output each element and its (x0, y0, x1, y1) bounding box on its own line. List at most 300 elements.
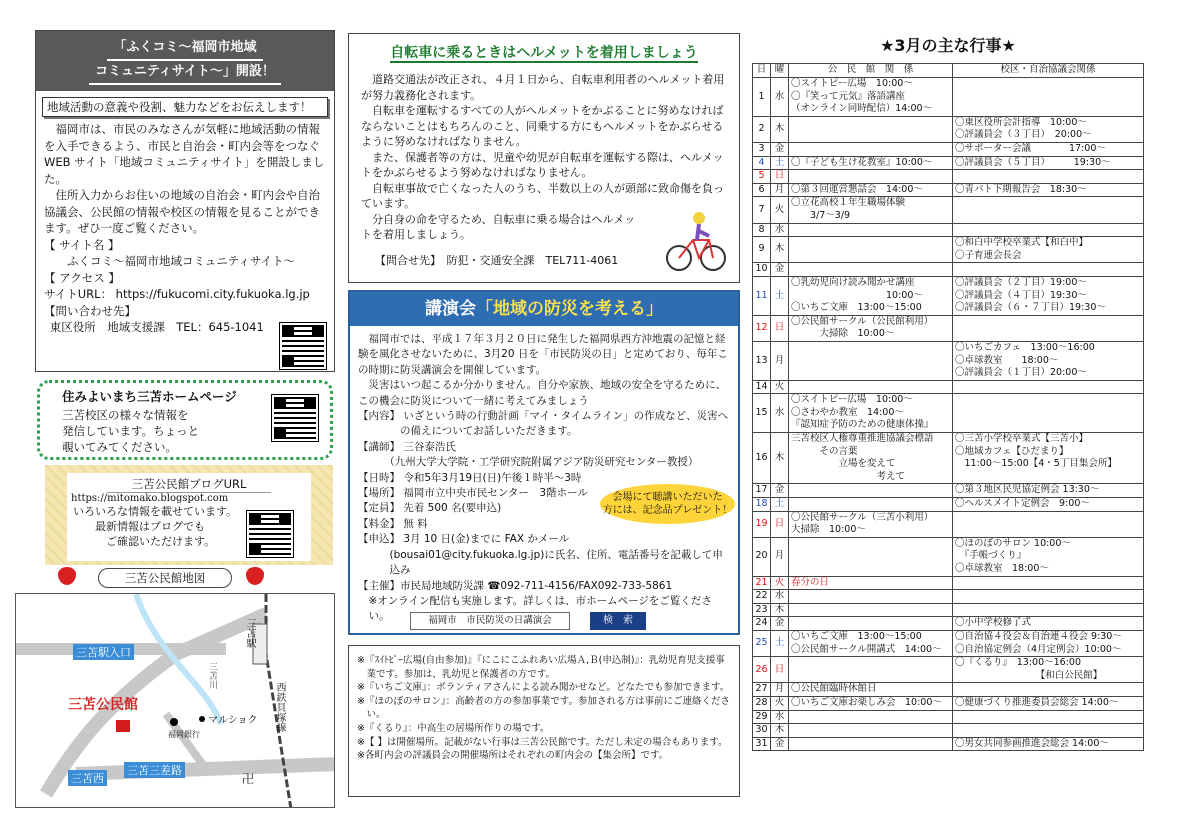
schedule-district-events (953, 341, 1144, 380)
schedule-district-events (953, 590, 1144, 604)
schedule-row (753, 631, 1144, 657)
schedule-weekday: 日 (771, 170, 789, 184)
schedule-district-events (953, 697, 1144, 711)
schedule-weekday: 水 (771, 710, 789, 724)
schedule-event: 〇いちご文庫お楽しみ会 10:00～ (791, 697, 942, 708)
contact-info: 東区役所 地域支援課 TEL：645-1041 (49, 320, 264, 334)
schedule-event: 〇評議員会（６・７丁目）19:30～ (955, 302, 1106, 314)
schedule-row (753, 237, 1144, 263)
schedule-row (753, 724, 1144, 738)
lecture-lecturer: 【講師】 三谷泰浩氏 (358, 440, 456, 453)
schedule-hall-events (789, 183, 953, 197)
schedule-hall-events (789, 197, 953, 223)
homepage-line-2: 発信しています。ちょっと (62, 424, 200, 438)
schedule-district-events (953, 498, 1144, 512)
schedule-row (753, 263, 1144, 277)
schedule-row (753, 380, 1144, 394)
notes-list (349, 646, 739, 763)
schedule-row (753, 511, 1144, 537)
schedule-hall-events (789, 631, 953, 657)
schedule-district-events (953, 710, 1144, 724)
schedule-event: 〇『くるり』 13:00～16:00 (955, 657, 1082, 669)
schedule-district-events (953, 617, 1144, 631)
blog-qr-code-icon (247, 511, 293, 557)
schedule-district-events (953, 394, 1144, 433)
schedule-day: 16 (753, 433, 771, 484)
schedule-row (753, 156, 1144, 170)
schedule-event: 〇子育連会長会 (955, 249, 1022, 261)
col-header-day: 日 (753, 64, 771, 78)
schedule-row (753, 537, 1144, 576)
schedule-row (753, 223, 1144, 237)
fukucomi-title-line1: 「ふくコミ～福岡市地域 (107, 37, 262, 61)
lecture-header (350, 292, 738, 326)
note-item: ※各町内会の評議員会の開催場所はそれぞれの町内会の【集会所】です。 (357, 750, 669, 762)
bicycle-rider-icon (665, 210, 727, 274)
schedule-day: 9 (753, 237, 771, 263)
schedule-weekday: 金 (771, 617, 789, 631)
schedule-weekday: 月 (771, 183, 789, 197)
schedule-weekday: 日 (771, 657, 789, 683)
schedule-hall-events (789, 617, 953, 631)
gift-bubble-line-2: 方には、記念品プレゼント！ (602, 505, 733, 516)
schedule-day: 4 (753, 156, 771, 170)
schedule-weekday: 月 (771, 537, 789, 576)
map-label-station: 三苫駅 (244, 618, 255, 648)
schedule-hall-events (789, 603, 953, 617)
schedule-weekday: 金 (771, 142, 789, 156)
schedule-event: 〇公民館サークル（公民館利用） (791, 315, 934, 327)
schedule-event: 大掃除 10:00～ (791, 524, 866, 536)
map-label-river: 三苫川 (207, 662, 217, 689)
lecture-fee: 【料金】 無 料 (358, 517, 428, 530)
schedule-event: 〇第３回運営懇話会 14:00～ (791, 183, 923, 195)
schedule-hall-events (789, 683, 953, 697)
schedule-hall-events (789, 170, 953, 184)
schedule-weekday: 金 (771, 484, 789, 498)
fukucomi-paragraph-2: 住所入力からお住いの地域の自治会・町内会や自治協議会、公民館の情報や校区の情報を見ることができます。ぜひ一度ご覧ください。 (44, 188, 320, 235)
schedule-hall-events (789, 116, 953, 142)
schedule-district-events (953, 237, 1144, 263)
schedule-day: 1 (753, 78, 771, 117)
helmet-paragraph-1: 道路交通法が改正され、４月１日から、自転車利用者のヘルメット着用が努力義務化されます。 (361, 73, 725, 102)
schedule-weekday: 火 (771, 380, 789, 394)
schedule-event: 考えて (791, 470, 906, 482)
site-name: ふくコミ～福岡市地域コミュニティサイト～ (67, 254, 296, 268)
schedule-hall-events (789, 156, 953, 170)
schedule-district-events (953, 576, 1144, 590)
schedule-header-row (753, 64, 1144, 78)
schedule-day: 3 (753, 142, 771, 156)
lecture-apply: 【申込】 3月 10 日(金)までに FAX かメール (358, 533, 570, 546)
lecture-title-main: 「地域の防災を考える」 (476, 299, 663, 319)
schedule-day: 12 (753, 315, 771, 341)
homepage-qr-code-icon (272, 395, 318, 441)
helmet-title-wrap (349, 42, 739, 62)
search-input[interactable]: 福岡市 市民防災の日講演会 (410, 612, 570, 630)
schedule-row (753, 617, 1144, 631)
schedule-district-events (953, 603, 1144, 617)
homepage-line-3: 覗いてみてください。 (62, 440, 177, 454)
schedule-weekday: 火 (771, 697, 789, 711)
schedule-day: 18 (753, 498, 771, 512)
schedule-hall-events (789, 511, 953, 537)
note-item: ※『ｽｲﾄﾋﾟｰ広場(自由参加)』『にこにこふれあい広場Ａ,Ｂ(申込制)』：乳幼児育児支援事業です。参加は、乳幼児と保護者の方です。 (357, 655, 725, 680)
col-header-district: 校区・自治協議会関係 (953, 64, 1144, 78)
site-url-link[interactable]: サイトURL： https://fukucomi.city.fukuoka.lg.jp (44, 287, 310, 301)
schedule-hall-events (789, 394, 953, 433)
schedule-row (753, 710, 1144, 724)
schedule-day: 5 (753, 170, 771, 184)
fukucomi-qr-code-icon (280, 323, 326, 369)
schedule-district-events (953, 537, 1144, 576)
schedule-event: 〇男女共同参画推進会総会 14:00～ (955, 737, 1109, 749)
schedule-event: 〇立花高校１年生職場体験 (791, 197, 906, 209)
schedule-weekday: 火 (771, 576, 789, 590)
schedule-table (752, 63, 1144, 751)
schedule-row (753, 697, 1144, 711)
schedule-row (753, 341, 1144, 380)
schedule-event: 〇評議員会（５丁目） 19:30～ (955, 156, 1111, 168)
schedule-district-events (953, 511, 1144, 537)
site-name-heading: 【 サイト名 】 (44, 237, 120, 252)
schedule-district-events (953, 737, 1144, 751)
hall-map (15, 593, 335, 808)
schedule-row (753, 276, 1144, 315)
schedule-district-events (953, 142, 1144, 156)
map-label-west: 三苫西 (68, 770, 107, 786)
schedule-event: 〇公民館サークル開講式 14:00～ (791, 643, 942, 655)
strawberry-icon (246, 567, 264, 585)
blog-title: 三苫公民館ブログURL (107, 476, 271, 493)
schedule-hall-events (789, 276, 953, 315)
helmet-paragraph-4: 自転車事故で亡くなった人のうち、半数以上の人が頭部に致命傷を負っています。 (361, 181, 724, 210)
notes-panel (348, 645, 740, 797)
map-label-station-entrance: 三苫駅入口 (73, 644, 134, 660)
lecture-sponsor: 【主催】市民局地域防災課 ☎092-711-4156/FAX092-733-5861 (358, 579, 673, 592)
schedule-district-events (953, 276, 1144, 315)
blog-url[interactable]: https://mitomako.blogspot.com (71, 493, 229, 504)
schedule-day: 20 (753, 537, 771, 576)
schedule-weekday: 月 (771, 341, 789, 380)
schedule-weekday: 木 (771, 433, 789, 484)
schedule-day: 28 (753, 697, 771, 711)
schedule-row (753, 315, 1144, 341)
note-item: ※『ほのぼのサロン』：高齢者の方の参加事業です。参加される方は事前にご連絡ください。 (357, 695, 730, 721)
schedule-day: 13 (753, 341, 771, 380)
schedule-district-events (953, 484, 1144, 498)
schedule-district-events (953, 156, 1144, 170)
schedule-row (753, 590, 1144, 604)
schedule-weekday: 水 (771, 590, 789, 604)
schedule-day: 21 (753, 576, 771, 590)
schedule-event: 〇評議員会（４丁目）19:30～ (955, 289, 1087, 301)
schedule-event: 〇評議員会（３丁目） 20:00～ (955, 129, 1092, 141)
schedule-event: 『認知症予防のための健康体操』 (791, 419, 934, 431)
schedule-event: 『手帳づくり』 (955, 550, 1027, 562)
schedule-weekday: 日 (771, 315, 789, 341)
fukucomi-title-line2: コミュニティサイト～」開設！ (89, 61, 281, 85)
schedule-day: 31 (753, 737, 771, 751)
homepage-title: 住みよいまち三苫ホームページ (62, 389, 237, 404)
schedule-district-events (953, 170, 1144, 184)
schedule-row (753, 484, 1144, 498)
schedule-district-events (953, 433, 1144, 484)
blog-line-1: いろいろな情報を載せています。 (73, 505, 238, 518)
schedule-hall-events (789, 433, 953, 484)
schedule-district-events (953, 724, 1144, 738)
schedule-weekday: 火 (771, 197, 789, 223)
schedule-day: 14 (753, 380, 771, 394)
schedule-weekday: 土 (771, 276, 789, 315)
schedule-event: 三苫校区人権尊重推進協議会標語 (791, 433, 934, 445)
gift-bubble (600, 484, 735, 524)
schedule-event: 〇卓球教室 18:00～ (955, 563, 1049, 575)
map-label-marushoku: マルショク (208, 715, 258, 726)
schedule-hall-events (789, 537, 953, 576)
schedule-day: 6 (753, 183, 771, 197)
schedule-event: 〇東区役所会計指導 10:00～ (955, 116, 1087, 128)
schedule-title: ★3月の主な行事★ (880, 36, 1016, 55)
schedule-day: 8 (753, 223, 771, 237)
lecture-content: 【内容】 いざという時の行動計画「マイ・タイムライン」の作成など、災害への備えについてお話しいただきます。 (358, 410, 729, 438)
contact-heading: 【問い合わせ先】 (44, 303, 136, 318)
schedule-event: 11:00～15:00【4・5丁目集会所】 (955, 458, 1117, 470)
schedule-hall-events (789, 263, 953, 277)
schedule-hall-events (789, 223, 953, 237)
schedule-event: 〇『笑って元気』落語講座 (791, 90, 906, 102)
fukucomi-body (36, 121, 334, 336)
homepage-line-1: 三苫校区の様々な情報を (62, 408, 189, 422)
schedule-weekday: 木 (771, 116, 789, 142)
note-item: ※『いちご文庫』：ボランティアさんによる読み聞かせなど。どなたでも参加できます。 (357, 682, 730, 694)
schedule-row (753, 142, 1144, 156)
schedule-event: 10:00～ (791, 289, 923, 301)
schedule-hall-events (789, 576, 953, 590)
lecture-apply-detail: (bousai01@city.fukuoka.lg.jp)に氏名、住所、電話番号を記載して申込み (389, 548, 723, 577)
schedule-district-events (953, 263, 1144, 277)
schedule-weekday: 金 (771, 737, 789, 751)
schedule-hall-events (789, 380, 953, 394)
schedule-row (753, 433, 1144, 484)
schedule-event: 〇スイトピー広場 10:00～ (791, 78, 913, 89)
schedule-hall-events (789, 710, 953, 724)
schedule-event: 〇青パト下期報告会 18:30～ (955, 183, 1087, 195)
map-label-bank: 福岡銀行 (168, 730, 200, 739)
schedule-hall-events (789, 657, 953, 683)
schedule-event: 大掃除 10:00～ (791, 328, 895, 340)
schedule-row (753, 183, 1144, 197)
gift-bubble-line-1: 会場にて聴講いただいた (612, 492, 723, 503)
map-label-hall: 三苫公民館 (68, 697, 138, 713)
schedule-day: 26 (753, 657, 771, 683)
schedule-hall-events (789, 498, 953, 512)
blog-panel (45, 465, 333, 565)
schedule-event: 〇サポーター会議 17:00～ (955, 142, 1106, 154)
schedule-row (753, 116, 1144, 142)
schedule-event: その言葉 (791, 445, 858, 457)
map-label-railway: 西鉄貝塚線 (274, 682, 285, 732)
lecture-paragraph-1: 福岡市では、平成１７年３月２０日に発生した福岡県西方沖地震の記憶と経験を風化させないために、3月20 日を「市民防災の日」と定めており、毎年この時期に防災講演会を開催しています。 (358, 333, 728, 376)
schedule-day: 19 (753, 511, 771, 537)
lecture-capacity: 【定員】 先着 500 名(要申込) (358, 502, 502, 515)
schedule-event: 〇卓球教室 18:00～ (955, 354, 1059, 366)
schedule-event: 3/7～3/9 (791, 209, 851, 221)
schedule-event: 〇自治協定例会（4月定例会）10:00～ (955, 643, 1122, 655)
schedule-day: 7 (753, 197, 771, 223)
schedule-row (753, 498, 1144, 512)
schedule-district-events (953, 380, 1144, 394)
schedule-event: 〇自治協４役会＆自治連４役会 9:30～ (955, 631, 1122, 643)
schedule-row (753, 197, 1144, 223)
schedule-row (753, 394, 1144, 433)
map-caption: 三苫公民館地図 (98, 568, 232, 588)
schedule-weekday: 木 (771, 724, 789, 738)
schedule-event: 〇いちごカフェ 13:00～16:00 (955, 341, 1095, 353)
blog-line-3: ご確認いただけます。 (106, 535, 216, 548)
blog-inner (67, 473, 311, 561)
schedule-district-events (953, 78, 1144, 117)
schedule-row (753, 576, 1144, 590)
helmet-paragraph-3: また、保護者等の方は、児童や幼児が自転車を運転する際は、ヘルメットをかぶらせるよう努めなければなりません。 (361, 150, 724, 179)
schedule-hall-events (789, 737, 953, 751)
schedule-day: 11 (753, 276, 771, 315)
col-header-hall: 公 民 館 関 係 (789, 64, 953, 78)
schedule-hall-events (789, 78, 953, 117)
schedule-hall-events (789, 315, 953, 341)
schedule-hall-events (789, 724, 953, 738)
schedule-row (753, 683, 1144, 697)
schedule-weekday: 土 (771, 631, 789, 657)
fukucomi-header (36, 31, 334, 91)
schedule-hall-events (789, 341, 953, 380)
schedule-event: 〇乳幼児向け読み聞かせ講座 (791, 276, 915, 288)
schedule-day: 29 (753, 710, 771, 724)
fukucomi-panel (35, 30, 335, 372)
schedule-day: 30 (753, 724, 771, 738)
schedule-weekday: 水 (771, 223, 789, 237)
lecture-date: 【日時】 令和5年3月19日(日)午後１時半～3時 (358, 471, 582, 484)
note-item: ※『くるり』：中高生の居場所作りの場です。 (357, 722, 550, 734)
schedule-row (753, 603, 1144, 617)
lecture-lecturer-affiliation: （九州大学大学院・工学研究院附属アジア防災研究センター教授） (384, 456, 699, 469)
schedule-event: 立場を変えて (791, 458, 896, 470)
shrine-icon: 卍 (242, 772, 255, 786)
schedule-district-events (953, 683, 1144, 697)
helmet-title: 自転車に乗るときはヘルメットを着用しましょう (390, 45, 698, 61)
schedule-weekday: 木 (771, 237, 789, 263)
schedule-event: 〇評議員会（１丁目）20:00～ (955, 367, 1087, 379)
schedule-day: 27 (753, 683, 771, 697)
schedule-event: 〇いちご文庫 13:00～15:00 (791, 631, 922, 643)
schedule-event: 〇公民館臨時休館日 (791, 683, 877, 695)
lecture-title-prefix: 講演会 (425, 299, 476, 319)
schedule-day: 25 (753, 631, 771, 657)
blog-line-2: 最新情報はブログでも (95, 520, 205, 533)
schedule-event: （オンライン同時配信）14:00～ (791, 103, 933, 115)
schedule-event: 〇いちご文庫 13:00～15:00 (791, 302, 922, 314)
schedule-weekday: 金 (771, 263, 789, 277)
schedule-day: 2 (753, 116, 771, 142)
schedule-hall-events (789, 142, 953, 156)
homepage-panel (37, 380, 333, 460)
schedule-event: 〇三苫小学校卒業式【三苫小】 (955, 433, 1089, 445)
map-label-junction: 三苫三差路 (124, 762, 185, 778)
helmet-contact: 【問合せ先】 防犯・交通安全課 TEL711-4061 (375, 253, 619, 267)
schedule-weekday: 水 (771, 78, 789, 117)
schedule-event: 〇小中学校修了式 (955, 617, 1032, 629)
schedule-row (753, 657, 1144, 683)
schedule-event: 〇スイトピー広場 10:00～ (791, 394, 913, 406)
schedule-district-events (953, 315, 1144, 341)
schedule-weekday: 土 (771, 156, 789, 170)
schedule-event: 〇ヘルスメイト定例会 9:00～ (955, 498, 1090, 510)
schedule-district-events (953, 631, 1144, 657)
schedule-hall-events (789, 237, 953, 263)
schedule-event: 〇ほのぼのサロン 10:00～ (955, 537, 1071, 549)
schedule-event: 【和白公民館】 (955, 669, 1103, 681)
schedule-event: 〇健康づくり推進委員会総会 14:00～ (955, 697, 1119, 708)
schedule-row (753, 78, 1144, 117)
schedule-district-events (953, 197, 1144, 223)
schedule-row (753, 737, 1144, 751)
schedule-hall-events (789, 590, 953, 604)
schedule-district-events (953, 223, 1144, 237)
lecture-place: 【場所】 福岡市立中央市民センター 3階ホール (358, 487, 588, 500)
helmet-paragraph-2: 自転車を運転するすべての人がヘルメットをかぶることに努めなければならないことはもちろんのこと、同乗する方にもヘルメットをかぶらせるように努めなければなりません。 (361, 104, 724, 148)
helmet-paragraph-5: 分自身の命を守るため、自転車に乗る場合はヘルメットを着用しましょう。 (361, 212, 636, 241)
fukucomi-lead: 地域活動の意義や役割、魅力などをお伝えします！ (42, 97, 328, 117)
schedule-event: 〇地域カフェ【ひだまり】 (955, 445, 1069, 457)
schedule-hall-events (789, 697, 953, 711)
schedule-day: 22 (753, 590, 771, 604)
schedule-weekday: 水 (771, 394, 789, 433)
schedule-event: 〇さわやか教室 14:00～ (791, 406, 904, 418)
schedule-day: 24 (753, 617, 771, 631)
col-header-weekday: 曜 (771, 64, 789, 78)
search-button[interactable]: 検 索 (590, 612, 646, 630)
schedule-district-events (953, 183, 1144, 197)
strawberry-icon (58, 567, 76, 585)
fukucomi-paragraph-1: 福岡市は、市民のみなさんが気軽に地域活動の情報を入手できるよう、市民と自治会・町内会等をつなぐWEB サイト「地域コミュニティサイト」を開設しました。 (44, 122, 325, 186)
schedule-day: 17 (753, 484, 771, 498)
schedule-district-events (953, 657, 1144, 683)
schedule-event: 〇和白中学校卒業式【和白中】 (955, 237, 1089, 249)
schedule-day: 15 (753, 394, 771, 433)
schedule-row (753, 170, 1144, 184)
schedule-weekday: 日 (771, 511, 789, 537)
schedule-event: 〇評議員会（２丁目）19:00～ (955, 276, 1087, 288)
note-item: ※【 】は開催場所。記載がない行事は三苫公民館です。ただし未定の場合もあります。 (357, 736, 728, 748)
schedule-weekday: 木 (771, 603, 789, 617)
schedule-weekday: 月 (771, 683, 789, 697)
schedule-day: 23 (753, 603, 771, 617)
schedule-event: 〇公民館サークル（三苫小利用） (791, 511, 934, 523)
homepage-text (62, 407, 199, 455)
schedule-event: 春分の日 (791, 576, 830, 588)
lecture-paragraph-2: 災害はいつ起こるか分かりません。自分や家族、地域の安全を守るために、この機会に防災について一緒に考えてみましょう (358, 379, 727, 407)
access-heading: 【 アクセス 】 (44, 270, 120, 285)
schedule-day: 10 (753, 263, 771, 277)
schedule-hall-events (789, 484, 953, 498)
lecture-panel (348, 290, 740, 635)
schedule-event: 〇『子ども生け花教室』10:00～ (791, 156, 933, 168)
schedule-weekday: 土 (771, 498, 789, 512)
schedule-district-events (953, 116, 1144, 142)
lecture-online-note: ※オンライン配信も実施します。詳しくは、市ホームページをご覧ください。 (368, 594, 712, 623)
schedule-event: 〇第３地区民児協定例会 13:30～ (955, 484, 1100, 496)
helmet-panel (348, 33, 740, 283)
